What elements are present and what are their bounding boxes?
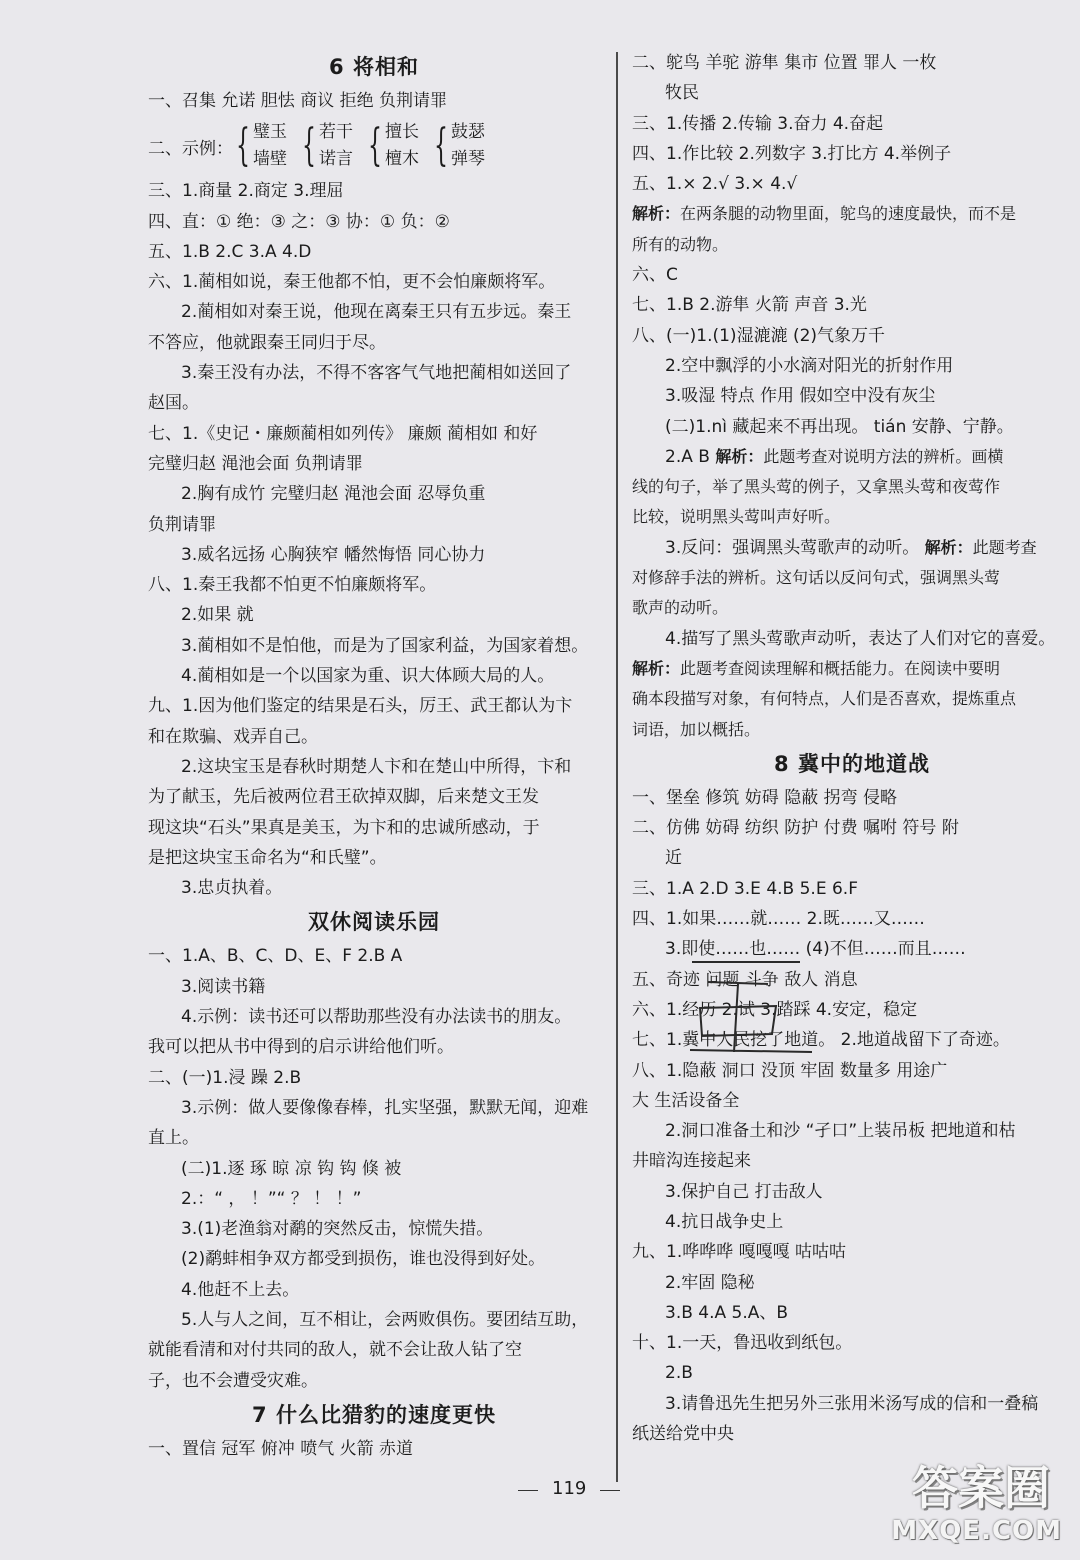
answer-line: 二、鸵鸟 羊驼 游隼 集市 位置 罪人 一枚 [632,53,937,73]
answer-line: 3.吸湿 特点 作用 假如空中没有灰尘 [665,386,936,407]
answer-line: 4.抗日战争史上 [665,1211,784,1232]
page-number: 119 [552,1478,586,1499]
answer-line: 五、1.× 2.√ 3.× 4.√ [632,174,798,195]
brace-icon: { [368,120,382,172]
answer-line: 子，也不会遭受灾难。 [148,1370,318,1391]
brace-icon: { [434,120,448,172]
brace-item: 檀木 [385,149,419,170]
answer-line: 一、堡垒 修筑 妨碍 隐蔽 拐弯 侵略 [632,787,898,808]
answer-line: 九、1.因为他们鉴定的结果是石头，厉王、武王都认为卞 [148,696,573,717]
answer-line: 完璧归赵 渑池会面 负荆请罪 [148,453,363,474]
section-title: 双休阅读乐园 [308,910,440,935]
answer-line: 七、1.冀中人民挖了地道。 2.地道战留下了奇迹。 [632,1030,1010,1051]
answer-line: 九、1.哗哗哗 嘎嘎嘎 咕咕咕 [632,1242,847,1263]
analysis-text: 确本段描写对象，有何特点，人们是否喜欢，提炼重点 [632,689,1017,709]
answer-line: 六、1.蔺相如说，秦王他都不怕，更不会怕廉颇将军。 [148,272,556,293]
answer-line: 不答应，他就跟秦王同归于尽。 [148,332,386,353]
answer-line: 2.洞口准备土和沙 “孑口”上装吊板 把地道和枯 [665,1121,1016,1142]
column-divider [616,52,618,1482]
brace-group [431,119,485,173]
analysis-line [632,230,1072,260]
answer-line: 5.人与人之间，互不相让，会两败俱伤。要团结互助， [181,1309,589,1330]
brace-item: 墙壁 [253,149,287,170]
answer-line: 和在欺骗、戏弄自己。 [148,726,318,747]
answer-line: 3.B 4.A 5.A、B [665,1302,789,1323]
answer-line: 六、C [632,265,678,286]
answer-line: 2.胸有成竹 完璧归赵 渑池会面 忍辱负重 [181,484,486,505]
section-title: 8 冀中的地道战 [774,751,930,776]
answer-line: 2.蔺相如对秦王说，他现在离秦王只有五步远。秦王 [181,302,572,323]
section-title: 7 什么比猎豹的速度更快 [252,1402,496,1427]
answer-line: 3.秦王没有办法，不得不客客气气地把蔺相如送回了 [181,363,572,384]
answer-line: 一、召集 允诺 胆怯 商议 拒绝 负荆请罪 [148,91,448,111]
answer-line: 七、1.B 2.游隼 火箭 声音 3.光 [632,295,867,316]
answer-line: 直上。 [148,1128,199,1149]
watermark-site: MXQE.COM [891,1516,1062,1546]
brace-group [365,119,419,173]
answer-line: 3.忠贞执着。 [181,878,283,899]
answer-line: 3.威名远扬 心胸狭窄 幡然悔悟 同心协力 [181,544,486,565]
brace-item: 璧玉 [253,122,287,143]
analysis-text: 歌声的动听。 [632,598,729,618]
answer-line: (2)鹬蚌相争双方都受到损伤，谁也没得到好处。 [181,1249,546,1270]
answer-line: 七、1.《史记・廉颇蔺相如列传》 廉颇 蔺相如 和好 [148,423,538,444]
hand-drawn-sketch [672,956,822,1056]
left-column [148,48,600,1464]
answer-line: 4.示例：读书还可以帮助那些没有办法读书的朋友。 [181,1007,572,1028]
answer-line: 八、1.秦王我都不怕更不怕廉颇将军。 [148,575,437,596]
answer-line: 就能看清和对付共同的敌人，就不会让敌人钻了空 [148,1340,522,1361]
answer-line: 一、置信 冠军 俯冲 喷气 火箭 赤道 [148,1438,414,1459]
answer-line: 我可以把从书中得到的启示讲给他们听。 [148,1037,454,1058]
answer-prefix: 2.A B [665,446,716,467]
analysis-text: 比较，说明黑头莺叫声好听。 [632,507,841,527]
analysis-text: 线的句子，举了黑头莺的例子，又拿黑头莺和夜莺作 [632,477,1001,497]
answer-line: 3.阅读书籍 [181,976,266,997]
answer-line: 二、(一)1.浸 躁 2.B [148,1067,302,1088]
answer-line: 五、1.B 2.C 3.A 4.D [148,241,312,262]
analysis-line [632,563,1072,593]
answer-line: 八、(一)1.(1)湿漉漉 (2)气象万千 [632,325,886,346]
analysis-text: 所有的动物。 [632,234,729,254]
analysis-line [632,533,1072,563]
brace-icon: { [236,120,250,172]
answer-line: 2.这块宝玉是春秋时期楚人卞和在楚山中所得，卞和 [181,756,572,777]
answer-line: 2.牢固 隐秘 [665,1272,755,1293]
analysis-text: 此题考查阅读理解和概括能力。在阅读中要明 [680,658,1001,678]
answer-line: 为了献玉，先后被两位君王砍掉双脚，后来楚文王发 [148,787,539,808]
answer-line: 大 生活设备全 [632,1090,740,1111]
answer-line: 2.如果 就 [181,605,254,626]
watermark [891,1461,1070,1552]
answer-line: 纸送给党中央 [632,1424,734,1445]
answer-line: 4.描写了黑头莺歌声动听，表达了人们对它的喜爱。 [665,628,1056,649]
answer-line: 十、1.一天，鲁迅收到纸包。 [632,1333,853,1354]
analysis-text: 在两条腿的动物里面，鸵鸟的速度最快，而不是 [680,204,1017,224]
brace-item: 诺言 [319,149,353,170]
answer-line: 四、1.如果……就…… 2.既……又…… [632,909,925,930]
answer-line: 现这块“石头”果真是美玉，为卞和的忠诚所感动，于 [148,817,540,838]
answer-line: 负荆请罪 [148,514,216,535]
answer-line: 赵国。 [148,393,199,414]
answer-line: 二、仿佛 妨碍 纺织 防护 付费 嘱咐 符号 附 [632,818,959,839]
brace-item: 鼓瑟 [451,122,485,143]
brace-row [148,116,600,176]
brace-item: 擅长 [385,122,419,143]
analysis-line [632,684,1072,714]
answer-line: 是把这块宝玉命名为“和氏璧”。 [148,847,387,868]
answer-line: 近 [665,848,682,869]
analysis-label: 解析： [924,537,973,557]
analysis-text: 此题考查对说明方法的辨析。画横 [763,446,1004,466]
brace-item: 若干 [319,122,353,143]
answer-line: 4.他赶不上去。 [181,1279,300,1300]
answer-line: 五、奇迹 问题 斗争 敌人 消息 [632,969,858,990]
watermark-logo: 答案圈 [912,1461,1050,1515]
analysis-label: 解析： [715,446,764,466]
brace-group [233,119,287,173]
analysis-label: 解析： [632,204,681,224]
analysis-label: 解析： [632,658,681,678]
right-column [632,48,1072,1449]
answer-line: 3.请鲁迅先生把另外三张用米汤写成的信和一叠稿 [665,1393,1039,1414]
answer-line: 4.蔺相如是一个以国家为重、识大体顾大局的人。 [181,666,555,687]
analysis-line [632,593,1072,623]
brace-group [299,119,353,173]
analysis-text: 词语，加以概括。 [632,719,761,739]
answer-line: 牧民 [665,83,699,104]
brace-lead: 二、示例： [148,138,233,159]
analysis-text: 对修辞手法的辨析。这句话以反问句式，强调黑头莺 [632,568,1001,588]
analysis-line [632,715,1072,745]
answer-line: 3.保护自己 打击敌人 [665,1181,823,1202]
answer-line: 3.(1)老渔翁对鹬的突然反击，惊慌失措。 [181,1219,494,1240]
analysis-line [632,654,1072,684]
answer-line: 2.空中飘浮的小水滴对阳光的折射作用 [665,355,954,376]
analysis-text: 此题考查 [972,537,1037,557]
answer-line: 一、1.A、B、C、D、E、F 2.B A [148,946,403,967]
answer-line: 三、1.商量 2.商定 3.理屈 [148,181,344,202]
analysis-line [632,442,1072,472]
answer-line: 八、1.隐蔽 洞口 没顶 牢固 数量多 用途广 [632,1060,948,1081]
answer-line: 三、1.A 2.D 3.E 4.B 5.E 6.F [632,878,858,899]
answer-line: 3.蔺相如不是怕他，而是为了国家利益，为国家着想。 [181,635,589,656]
answer-line: 2.：“ ， ！”“ ？ ！ ！” [181,1188,362,1209]
answer-prefix: 3.反问：强调黑头莺歌声的动听。 [665,537,925,558]
answer-line: 四、直：① 绝：③ 之：③ 协：① 负：② [148,211,450,232]
analysis-line [632,199,1072,229]
section-title: 6 将相和 [329,55,419,79]
analysis-line [632,472,1072,502]
answer-line: 井暗沟连接起来 [632,1151,751,1172]
answer-line: 三、1.传播 2.传输 3.奋力 4.奋起 [632,113,884,134]
analysis-line [632,502,1072,532]
answer-line: 3.示例：做人要像像春棒，扎实坚强，默默无闻，迎难 [181,1097,589,1118]
answer-line: 3.即使……也…… (4)不但……而且…… [665,939,966,960]
answer-line: (二)1.nì 藏起来不再出现。 tián 安静、宁静。 [665,416,1014,437]
brace-icon: { [302,120,316,172]
answer-line: 六、1.经历 2.试 3.踏踩 4.安定，稳定 [632,999,918,1020]
answer-line: (二)1.逐 琢 晾 凉 钩 钩 倏 被 [181,1158,402,1179]
answer-line: 四、1.作比较 2.列数字 3.打比方 4.举例子 [632,143,952,164]
brace-item: 弹琴 [451,149,485,170]
answer-line: 2.B [665,1363,693,1384]
